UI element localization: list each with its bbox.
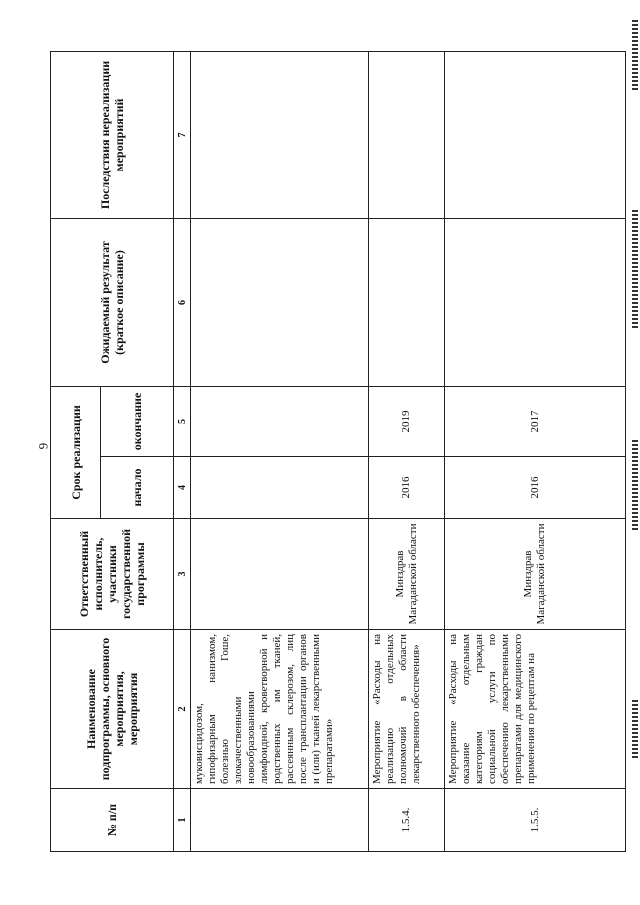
col-number: 2 [174, 630, 191, 789]
row-name: Мероприятие «Расходы на оказание отдельным категориям граждан социальной услуги по обеспечению лекарственными препаратами для медицинского применения по рецептам на [445, 630, 626, 789]
row-consequences [369, 51, 445, 218]
header-executor: Ответственный исполнитель, участники государственной программы [51, 519, 174, 630]
col-number: 1 [174, 789, 191, 852]
header-num: № п/п [51, 789, 174, 852]
header-start: начало [101, 457, 174, 519]
rotated-table-wrapper [50, 52, 626, 852]
row-result [369, 218, 445, 386]
measures-table [50, 51, 626, 852]
row-end: 2017 [445, 386, 626, 456]
row-result [191, 218, 369, 386]
row-name: Мероприятие «Расходы на реализацию отдельных полномочий в области лекарственного обеспечения» [369, 630, 445, 789]
table-row [445, 51, 626, 851]
header-period: Срок реализации [51, 386, 101, 518]
col-number: 7 [174, 51, 191, 218]
row-num: 1.5.5. [445, 789, 626, 852]
header-result: Ожидаемый результат (краткое описание) [51, 218, 174, 386]
table-row [191, 51, 369, 851]
row-consequences [191, 51, 369, 218]
header-name: Наименование подпрограммы, основного мероприятия, мероприятия [51, 630, 174, 789]
col-number: 4 [174, 457, 191, 519]
col-number: 6 [174, 218, 191, 386]
row-end: 2019 [369, 386, 445, 456]
row-executor [191, 519, 369, 630]
header-consequences: Последствия нереализации мероприятий [51, 51, 174, 218]
row-executor: Минздрав Магаданской области [445, 519, 626, 630]
row-start: 2016 [369, 457, 445, 519]
row-name: муковисцидозом, гипофизарным нанизмом, болезнью Гоше, злокачественными новообразованиями лимфоидной, кроветворной и родственных им тканей, рассеянным склерозом, лиц после трансплантации органов и (или) тканей лекарственными препаратами» [191, 630, 369, 789]
col-number: 5 [174, 386, 191, 456]
page-number: 6 [36, 442, 51, 450]
scan-edge-bottom [632, 700, 638, 760]
header-row [51, 51, 101, 851]
scan-edge-middle-2 [632, 440, 638, 530]
row-result [445, 218, 626, 386]
row-end [191, 386, 369, 456]
row-num: 1.5.4. [369, 789, 445, 852]
row-start [191, 457, 369, 519]
row-consequences [445, 51, 626, 218]
row-num [191, 789, 369, 852]
header-end: окончание [101, 386, 174, 456]
scan-edge-top [632, 20, 638, 90]
scan-edge-middle [632, 210, 638, 330]
table-row [369, 51, 445, 851]
col-number: 3 [174, 519, 191, 630]
column-number-row [174, 51, 191, 851]
row-executor: Минздрав Магаданской области [369, 519, 445, 630]
row-start: 2016 [445, 457, 626, 519]
